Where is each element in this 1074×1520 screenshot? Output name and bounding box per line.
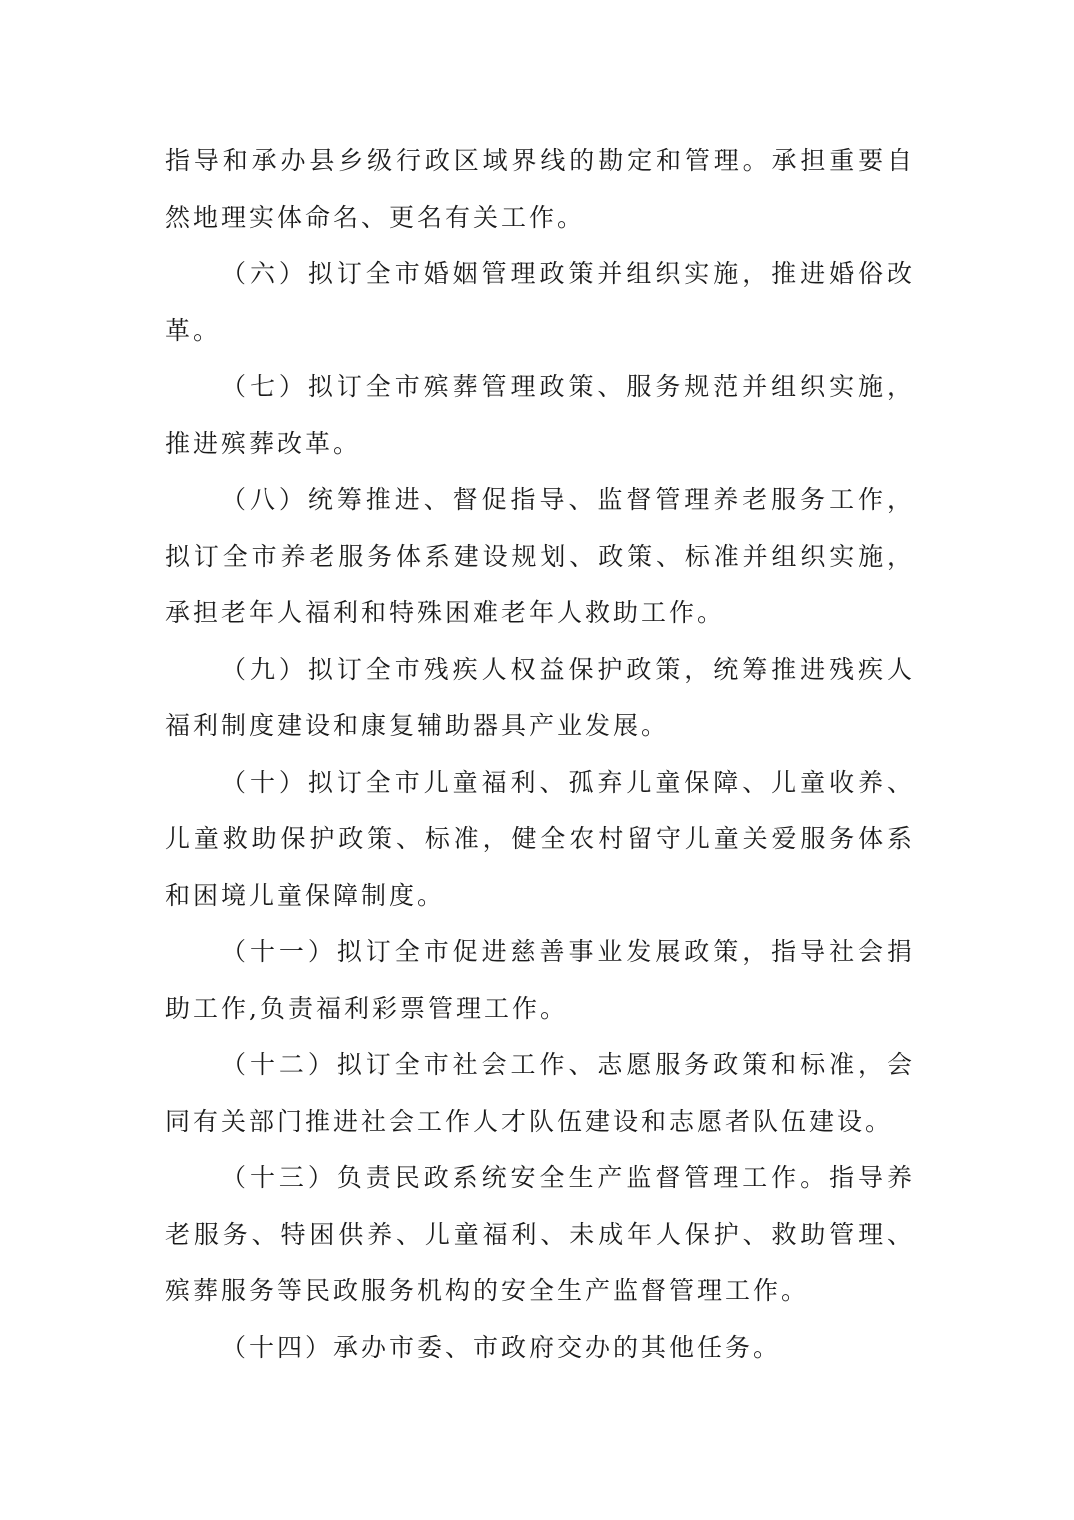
paragraph-item-12: （十二）拟订全市社会工作、志愿服务政策和标准，会同有关部门推进社会工作人才队伍建设和志愿者队伍建设。 xyxy=(165,1050,915,1136)
paragraph-item-10: （十）拟订全市儿童福利、孤弃儿童保障、儿童收养、儿童救助保护政策、标准，健全农村留守儿童关爱服务体系和困境儿童保障制度。 xyxy=(165,767,915,910)
paragraph-item-9: （九）拟订全市残疾人权益保护政策，统筹推进残疾人福利制度建设和康复辅助器具产业发展。 xyxy=(165,654,915,740)
paragraph-item-13: （十三）负责民政系统安全生产监督管理工作。指导养老服务、特困供养、儿童福利、未成年人保护、救助管理、殡葬服务等民政服务机构的安全生产监督管理工作。 xyxy=(165,1163,915,1305)
paragraph-item-6: （六）拟订全市婚姻管理政策并组织实施，推进婚俗改革。 xyxy=(165,259,915,345)
document-body xyxy=(165,133,915,1376)
paragraph-continuation: 指导和承办县乡级行政区域界线的勘定和管理。承担重要自然地理实体命名、更名有关工作。 xyxy=(165,146,915,232)
paragraph-item-11: （十一）拟订全市促进慈善事业发展政策，指导社会捐助工作,负责福利彩票管理工作。 xyxy=(165,937,915,1023)
paragraph-item-14: （十四）承办市委、市政府交办的其他任务。 xyxy=(221,1332,782,1362)
paragraph-item-8: （八）统筹推进、督促指导、监督管理养老服务工作，拟订全市养老服务体系建设规划、政策、标准并组织实施，承担老年人福利和特殊困难老年人救助工作。 xyxy=(165,485,915,627)
paragraph-item-7: （七）拟订全市殡葬管理政策、服务规范并组织实施，推进殡葬改革。 xyxy=(165,372,915,458)
